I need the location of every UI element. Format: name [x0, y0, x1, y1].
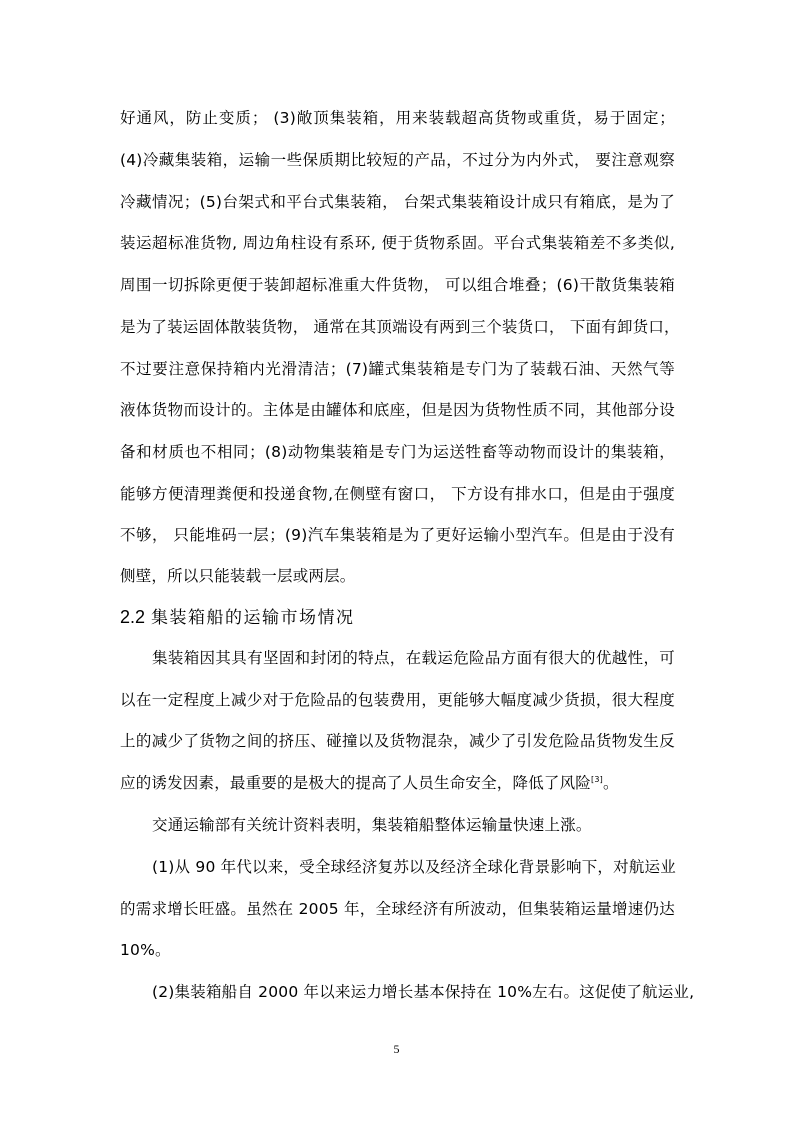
page-number: 5 [393, 1042, 400, 1056]
body-text-line: 备和材质也不相同；(8)动物集装箱是专门为运送牲畜等动物而设计的集装箱， [120, 443, 675, 461]
body-text-line: 周围一切拆除更便于装卸超标准重大件货物， 可以组合堆叠；(6)干散货集装箱 [120, 276, 675, 294]
paragraph-text: 。 [602, 774, 619, 792]
section-title: 集装箱船的运输市场情况 [151, 608, 355, 628]
body-text-line: 液体货物而设计的。主体是由罐体和底座，但是因为货物性质不同，其他部分设 [120, 401, 675, 419]
body-text-line: 好通风，防止变质； (3)敞顶集装箱，用来装载超高货物或重货，易于固定； [120, 109, 675, 127]
body-text-line: 冷藏情况；(5)台架式和平台式集装箱， 台架式集装箱设计成只有箱底，是为了 [120, 193, 675, 211]
body-text-line: 装运超标准货物, 周边角柱设有系环, 便于货物系固。平台式集装箱差不多类似, [120, 234, 675, 252]
body-text-line: 能够方便清理粪便和投递食物,在侧壁有窗口， 下方设有排水口，但是由于强度 [120, 485, 675, 503]
paragraph-line: 10%。 [120, 941, 171, 959]
body-text-line: (4)冷藏集装箱，运输一些保质期比较短的产品，不过分为内外式， 要注意观察 [120, 151, 675, 169]
paragraph-line: 交通运输部有关统计资料表明，集装箱船整体运输量快速上涨。 [152, 816, 592, 834]
section-heading [120, 606, 355, 629]
citation-reference[interactable]: [3] [591, 774, 603, 784]
paragraph-line [120, 773, 675, 793]
paragraph-text: 应的诱发因素，最重要的是极大的提高了人员生命安全，降低了风险 [120, 774, 592, 792]
paragraph-line: 的需求增长旺盛。虽然在 2005 年，全球经济有所波动，但集装箱运量增速仍达 [120, 900, 675, 918]
body-text-line: 侧壁，所以只能装载一层或两层。 [120, 567, 356, 585]
paragraph-line: (1)从 90 年代以来，受全球经济复苏以及经济全球化背景影响下，对航运业 [152, 858, 676, 876]
body-text-line: 不够， 只能堆码一层；(9)汽车集装箱是为了更好运输小型汽车。但是由于没有 [120, 526, 675, 544]
body-text-line: 是为了装运固体散装货物， 通常在其顶端设有两到三个装货口， 下面有卸货口， [120, 318, 680, 336]
section-number: 2.2 [120, 607, 146, 627]
paragraph-line: (2)集装箱船自 2000 年以来运力增长基本保持在 10%左右。这促使了航运业, [152, 983, 695, 1001]
paragraph-line: 以在一定程度上减少对于危险品的包装费用，更能够大幅度减少货损，很大程度 [120, 691, 675, 709]
paragraph-line: 上的减少了货物之间的挤压、碰撞以及货物混杂，减少了引发危险品货物发生反 [120, 732, 675, 750]
body-text-line: 不过要注意保持箱内光滑清洁；(7)罐式集装箱是专门为了装载石油、天然气等 [120, 360, 675, 378]
paragraph-line: 集装箱因其具有坚固和封闭的特点，在载运危险品方面有很大的优越性，可 [152, 649, 675, 667]
